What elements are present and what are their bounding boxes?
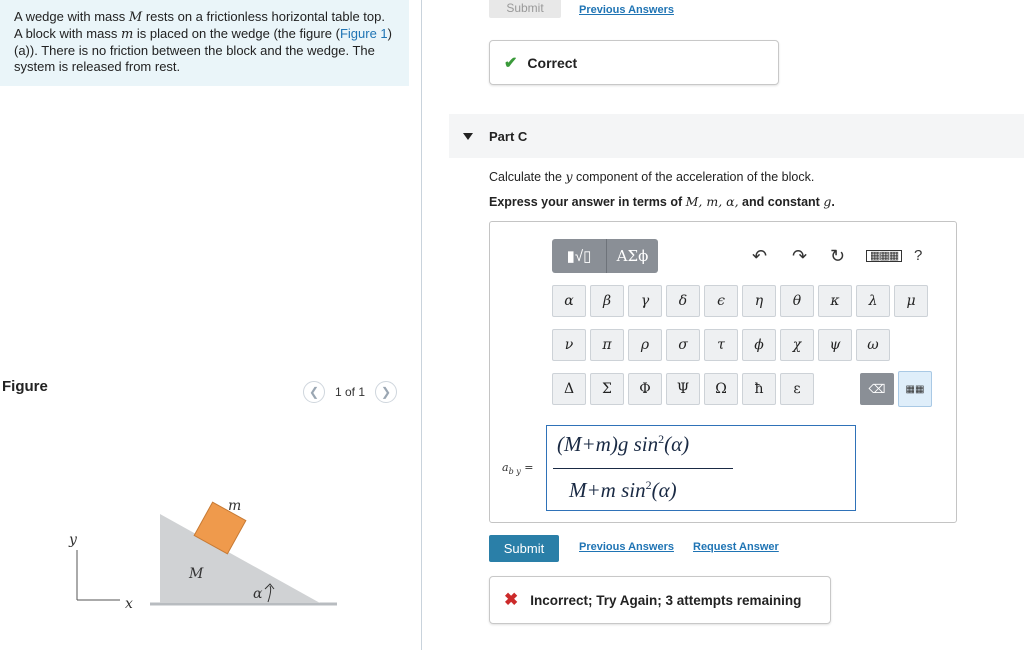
undo-icon[interactable]: ↶ xyxy=(752,246,768,266)
symbol-key[interactable]: Σ xyxy=(590,373,624,405)
chevron-right-icon[interactable]: ❯ xyxy=(375,381,397,403)
problem-text: )(a)). There is no friction between the block and the wedge. The system is released from rest. xyxy=(14,26,392,74)
symbol-key[interactable]: λ xyxy=(856,285,890,317)
symbol-key[interactable]: ħ xyxy=(742,373,776,405)
answer-pane xyxy=(423,0,1024,650)
denominator-text: M+m sin xyxy=(569,478,646,502)
incorrect-feedback xyxy=(489,576,831,624)
problem-text: rests on a frictionless horizontal table top. A block with mass xyxy=(14,9,385,41)
fraction-bar xyxy=(553,468,733,469)
incorrect-text: Incorrect; Try Again; 3 attempts remaining xyxy=(530,592,802,608)
symbol-key[interactable]: ρ xyxy=(628,329,662,361)
instruction-text: and constant xyxy=(738,195,824,209)
cross-icon: ✖ xyxy=(504,590,519,609)
part-c-header[interactable] xyxy=(449,114,1024,158)
symbol-key[interactable]: ω xyxy=(856,329,890,361)
keyboard-toggle-key[interactable]: ▦▦ xyxy=(898,371,932,407)
previous-answers-link-top[interactable]: Previous Answers xyxy=(579,4,674,16)
greek-key-row-1 xyxy=(552,285,932,317)
reset-icon[interactable]: ↻ xyxy=(830,246,846,266)
problem-text: A wedge with mass xyxy=(14,9,129,24)
submit-button[interactable]: Submit xyxy=(489,535,559,562)
symbol-key[interactable]: μ xyxy=(894,285,928,317)
math-editor xyxy=(489,221,957,523)
request-answer-link[interactable]: Request Answer xyxy=(693,541,779,553)
symbol-key[interactable]: π xyxy=(590,329,624,361)
denominator-tail: (α) xyxy=(651,478,677,502)
symbol-key[interactable]: σ xyxy=(666,329,700,361)
problem-text: is placed on the wedge (the figure ( xyxy=(133,26,340,41)
symbol-key[interactable]: Ψ xyxy=(666,373,700,405)
numerator-tail: (α) xyxy=(664,432,690,456)
wedge-figure xyxy=(50,490,350,625)
answer-numerator xyxy=(557,432,689,457)
instruction-text: Express your answer in terms of xyxy=(489,195,686,209)
denominator-exponent: 2 xyxy=(645,478,652,492)
block-mass-label: m xyxy=(228,498,242,514)
symbol-key[interactable]: χ xyxy=(780,329,814,361)
symbol-key[interactable]: Ω xyxy=(704,373,738,405)
y-axis-label: y xyxy=(69,532,77,548)
instruction-text: . xyxy=(831,195,835,209)
question-prompt xyxy=(489,169,814,184)
var-m: m xyxy=(120,27,134,42)
problem-statement xyxy=(0,0,409,86)
figure-heading: Figure xyxy=(2,378,48,395)
greek-key-row-2 xyxy=(552,329,894,361)
figure-count: 1 of 1 xyxy=(335,385,366,399)
answer-denominator xyxy=(569,478,677,503)
symbol-key[interactable]: γ xyxy=(628,285,662,317)
answer-instruction xyxy=(489,194,835,209)
symbol-key[interactable]: α xyxy=(552,285,586,317)
answer-label-equals: = xyxy=(520,461,534,474)
symbol-key[interactable]: κ xyxy=(818,285,852,317)
answer-input[interactable] xyxy=(546,425,856,511)
checkmark-icon: ✔ xyxy=(504,54,518,72)
redo-icon[interactable]: ↷ xyxy=(792,246,808,266)
symbol-key[interactable]: ε xyxy=(780,373,814,405)
instruction-g: g xyxy=(823,194,832,209)
symbol-key[interactable]: Φ xyxy=(628,373,662,405)
prompt-var: y xyxy=(565,169,573,184)
greek-symbols-button[interactable]: ΑΣϕ xyxy=(606,239,658,273)
angle-label: α xyxy=(253,586,263,602)
correct-feedback xyxy=(489,40,779,85)
chevron-left-icon[interactable]: ❮ xyxy=(303,381,325,403)
help-icon[interactable]: ? xyxy=(914,247,923,264)
symbol-key[interactable]: τ xyxy=(704,329,738,361)
symbol-key[interactable]: ϕ xyxy=(742,329,776,361)
previous-submit-button[interactable]: Submit xyxy=(489,0,561,18)
answer-label-subscript: b y xyxy=(508,467,521,477)
figure-link[interactable]: Figure 1 xyxy=(339,26,388,41)
figure-pager xyxy=(303,380,397,404)
greek-key-row-3 xyxy=(552,373,818,405)
caret-down-icon[interactable] xyxy=(463,133,473,140)
symbol-key[interactable]: ν xyxy=(552,329,586,361)
prompt-text: component of the acceleration of the block. xyxy=(572,170,815,184)
symbol-key[interactable]: Δ xyxy=(552,373,586,405)
var-M: M xyxy=(128,10,143,25)
instruction-vars: M, m, α, xyxy=(685,194,739,209)
problem-pane xyxy=(0,0,422,650)
symbol-key[interactable]: ψ xyxy=(818,329,852,361)
templates-button[interactable]: ▮√▯ xyxy=(552,239,606,273)
symbol-key[interactable]: β xyxy=(590,285,624,317)
symbol-key[interactable]: δ xyxy=(666,285,700,317)
symbol-key[interactable]: ϵ xyxy=(704,285,738,317)
prompt-text: Calculate the xyxy=(489,170,566,184)
answer-label xyxy=(502,461,533,476)
numerator-text: (M+m)g sin xyxy=(557,432,659,456)
previous-answers-link[interactable]: Previous Answers xyxy=(579,541,674,553)
editor-toolbar xyxy=(552,239,930,273)
answer-label-symbol: a xyxy=(502,461,509,474)
wedge-mass-label: M xyxy=(189,566,204,582)
correct-text: Correct xyxy=(527,54,578,71)
symbol-key[interactable]: θ xyxy=(780,285,814,317)
numerator-exponent: 2 xyxy=(658,432,665,446)
symbol-key[interactable]: η xyxy=(742,285,776,317)
x-axis-label: x xyxy=(125,596,133,612)
part-c-title: Part C xyxy=(489,128,528,144)
keyboard-shortcuts-icon[interactable]: ▦▦▦ xyxy=(866,250,902,262)
backspace-key[interactable]: ⌫ xyxy=(860,373,894,405)
